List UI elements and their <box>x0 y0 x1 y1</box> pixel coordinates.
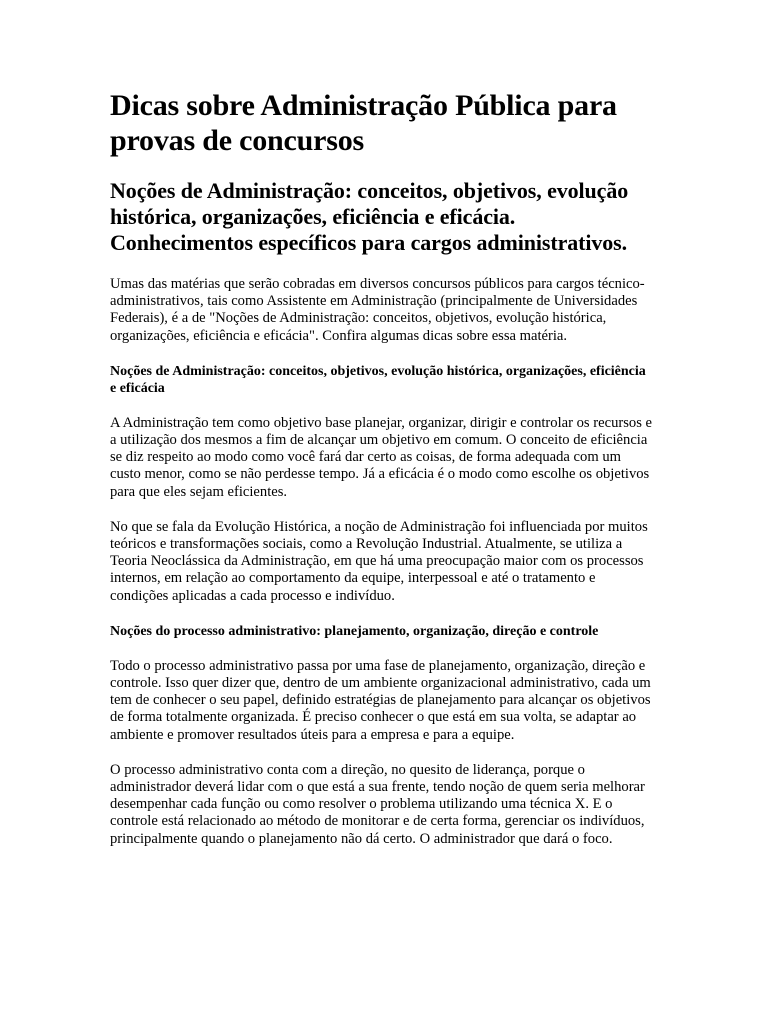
document-page <box>110 88 655 866</box>
paragraph: Todo o processo administrativo passa por uma fase de planejamento, organização, direção e controle. Isso quer dizer que, dentro de um ambiente organizacional administrativo, cada um tem de conhecer o seu papel, definido estratégias de planejamento para alcançar os objetivos de forma totalmente organizada. É preciso conhecer o que está em sua volta, se adaptar ao ambiente e promover resultados úteis para a empresa e para a equipe. <box>110 657 651 743</box>
paragraph: A Administração tem como objetivo base planejar, organizar, dirigir e controlar os recursos e a utilização dos mesmos a fim de alcançar um objetivo em comum. O conceito de eficiência se diz respeito ao modo como você fará dar certo as coisas, de forma adequada com um custo menor, como se não perdesse tempo. Já a eficácia é o modo como escolhe os objetivos para que eles sejam eficientes. <box>110 414 653 500</box>
paragraph: O processo administrativo conta com a direção, no quesito de liderança, porque o administrador deverá lidar com o que está a sua frente, tendo noção de quem seria melhorar desempenhar cada função ou como resolver o problema utilizando uma técnica X. E o controle está relacionado ao método de monitorar e de certa forma, gerenciar os indivíduos, principalmente quando o planejamento não dá certo. O administrador que dará o foco. <box>110 761 645 847</box>
document-title: Dicas sobre Administração Pública para provas de concursos <box>110 89 617 157</box>
section-heading-process: Noções do processo administrativo: planejamento, organização, direção e controle <box>110 623 599 639</box>
document-subtitle: Noções de Administração: conceitos, objetivos, evolução histórica, organizações, eficiência e eficácia. Conhecimentos específicos para cargos administrativos. <box>110 178 629 255</box>
section-heading-concepts: Noções de Administração: conceitos, objetivos, evolução histórica, organizações, eficiência e eficácia <box>110 363 646 396</box>
paragraph: No que se fala da Evolução Histórica, a noção de Administração foi influenciada por muitos teóricos e transformações sociais, como a Revolução Industrial. Atualmente, se utiliza a Teoria Neoclássica da Administração, em que há uma preocupação maior com os processos internos, em relação ao comportamento da equipe, interpessoal e até o tratamento e condições aplicadas a cada processo e indivíduo. <box>110 518 648 604</box>
intro-paragraph: Umas das matérias que serão cobradas em diversos concursos públicos para cargos técnico-administrativos, tais como Assistente em Administração (principalmente de Universidades Federais), é a de "Noções de Administração: conceitos, objetivos, evolução histórica, organizações, eficiência e eficácia". Confira algumas dicas sobre essa matéria. <box>110 276 645 344</box>
